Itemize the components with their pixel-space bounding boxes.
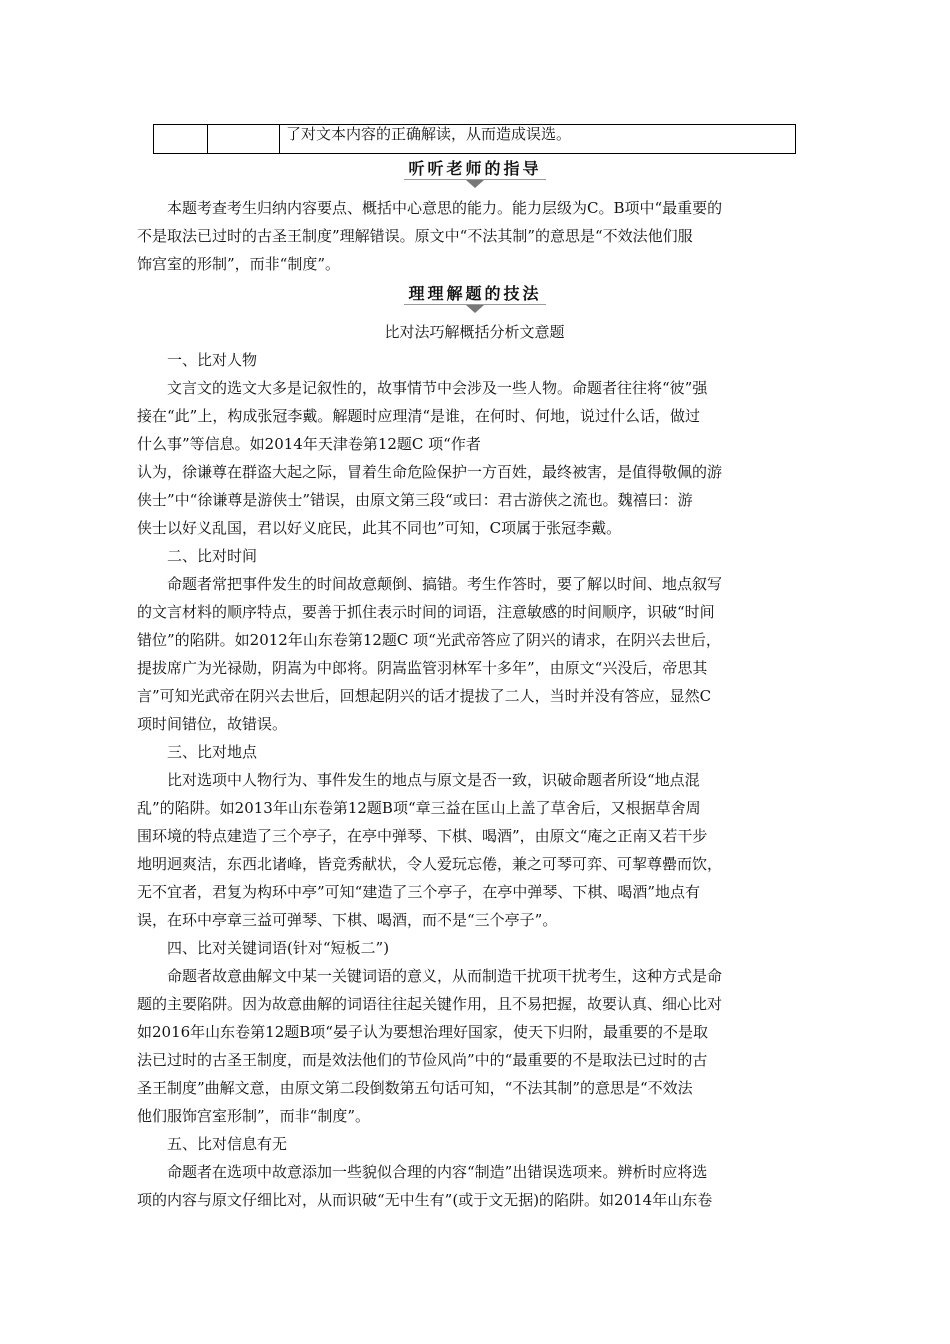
text-line: 什么事”等信息。如2014年天津卷第12题C 项“作者 [137,435,481,453]
text-line: 认为，徐谦尊在群盗大起之际，冒着生命危险保护一方百姓，最终被害，是值得敬佩的游 [137,463,723,481]
text-line: 乱”的陷阱。如2013年山东卷第12题B项“章三益在匡山上盖了草舍后，又根据草舍周 [137,799,701,817]
answer-table-row [153,124,796,154]
section-banner-method [0,284,950,313]
section-heading: 三、比对地点 [167,743,258,761]
text-line: 题的主要陷阱。因为故意曲解的词语往往起关键作用，且不易把握，故要认真、细心比对 [137,995,723,1013]
text-line: 侠士以好义乱国，君以好义庇民，此其不同也”可知，C项属于张冠李戴。 [137,519,622,537]
text-line: 的文言材料的顺序特点，要善于抓住表示时间的词语，注意敏感的时间顺序，识破“时间 [137,603,715,621]
table-cell-empty [208,125,280,153]
section-heading: 四、比对关键词语(针对“短板二”) [167,939,390,957]
method-body [137,318,812,1214]
method-heading: 比对法巧解概括分析文意题 [384,323,565,341]
text-line: 误，在环中亭章三益可弹琴、下棋、喝酒，而不是“三个亭子”。 [137,911,558,929]
text-line: 提拔席广为光禄勋，阴嵩为中郎将。阴嵩监管羽林军十多年”，由原文“兴没后，帝思其 [137,659,708,677]
text-line: 文言文的选文大多是记叙性的，故事情节中会涉及一些人物。命题者往往将“彼”强 [167,379,708,397]
guide-paragraph [137,194,812,278]
text-line: 侠士”中“徐谦尊是游侠士”错误，由原文第三段“或曰：君古游侠之流也。魏禧曰：游 [137,491,693,509]
section-heading: 一、比对人物 [167,351,258,369]
banner-arrow-icon [466,305,484,313]
text-line: 项的内容与原文仔细比对，从而识破“无中生有”(或于文无据)的陷阱。如2014年山东卷 [137,1191,713,1209]
text-line: 围环境的特点建造了三个亭子，在亭中弹琴、下棋、喝酒”，由原文“庵之正南又若干步 [137,827,708,845]
text-line: 命题者故意曲解文中某一关键词语的意义，从而制造干扰项干扰考生，这种方式是命 [167,967,723,985]
text-line: 本题考查考生归纳内容要点、概括中心意思的能力。能力层级为C。B项中“最重要的 [167,199,723,217]
text-line: 无不宜者，君复为构环中亭”可知“建造了三个亭子，在亭中弹琴、下棋、喝酒”地点有 [137,883,701,901]
text-line: 接在“此”上，构成张冠李戴。解题时应理清“是谁，在何时、何地，说过什么话，做过 [137,407,701,425]
section-heading: 二、比对时间 [167,547,258,565]
section-heading: 五、比对信息有无 [167,1135,288,1153]
text-line: 命题者在选项中故意添加一些貌似合理的内容“制造”出错误选项来。辨析时应将选 [167,1163,708,1181]
table-cell-text: 了对文本内容的正确解读，从而造成误选。 [286,125,572,143]
banner-title: 理理解题的技法 [404,284,545,305]
text-line: 言”可知光武帝在阴兴去世后，回想起阴兴的话才提拔了二人，当时并没有答应，显然C [137,687,712,705]
text-line: 命题者常把事件发生的时间故意颠倒、搞错。考生作答时，要了解以时间、地点叙写 [167,575,723,593]
text-line: 饰宫室的形制”，而非“制度”。 [137,255,341,273]
banner-arrow-icon [466,180,484,188]
banner-title: 听听老师的指导 [404,159,545,180]
text-line: 错位”的陷阱。如2012年山东卷第12题C 项“光武帝答应了阴兴的请求，在阴兴去世后， [137,631,721,649]
text-line: 如2016年山东卷第12题B项“晏子认为要想治理好国家，使天下归附，最重要的不是取 [137,1023,708,1041]
text-line: 不是取法已过时的古圣王制度”理解错误。原文中“不法其制”的意思是“不效法他们服 [137,227,693,245]
text-line: 圣王制度”曲解文意，由原文第二段倒数第五句话可知，“不法其制”的意思是“不效法 [137,1079,693,1097]
text-line: 项时间错位，故错误。 [137,715,288,733]
text-line: 比对选项中人物行为、事件发生的地点与原文是否一致，识破命题者所设“地点混 [167,771,700,789]
table-cell-empty [154,125,208,153]
text-line: 地明迥爽洁，东西北诸峰，皆竞秀献状，令人爱玩忘倦，兼之可琴可弈、可挈尊罍而饮， [137,855,723,873]
text-line: 他们服饰宫室形制”，而非“制度”。 [137,1107,371,1125]
section-banner-guide [0,159,950,188]
text-line: 法已过时的古圣王制度，而是效法他们的节俭风尚”中的“最重要的不是取法已过时的古 [137,1051,708,1069]
